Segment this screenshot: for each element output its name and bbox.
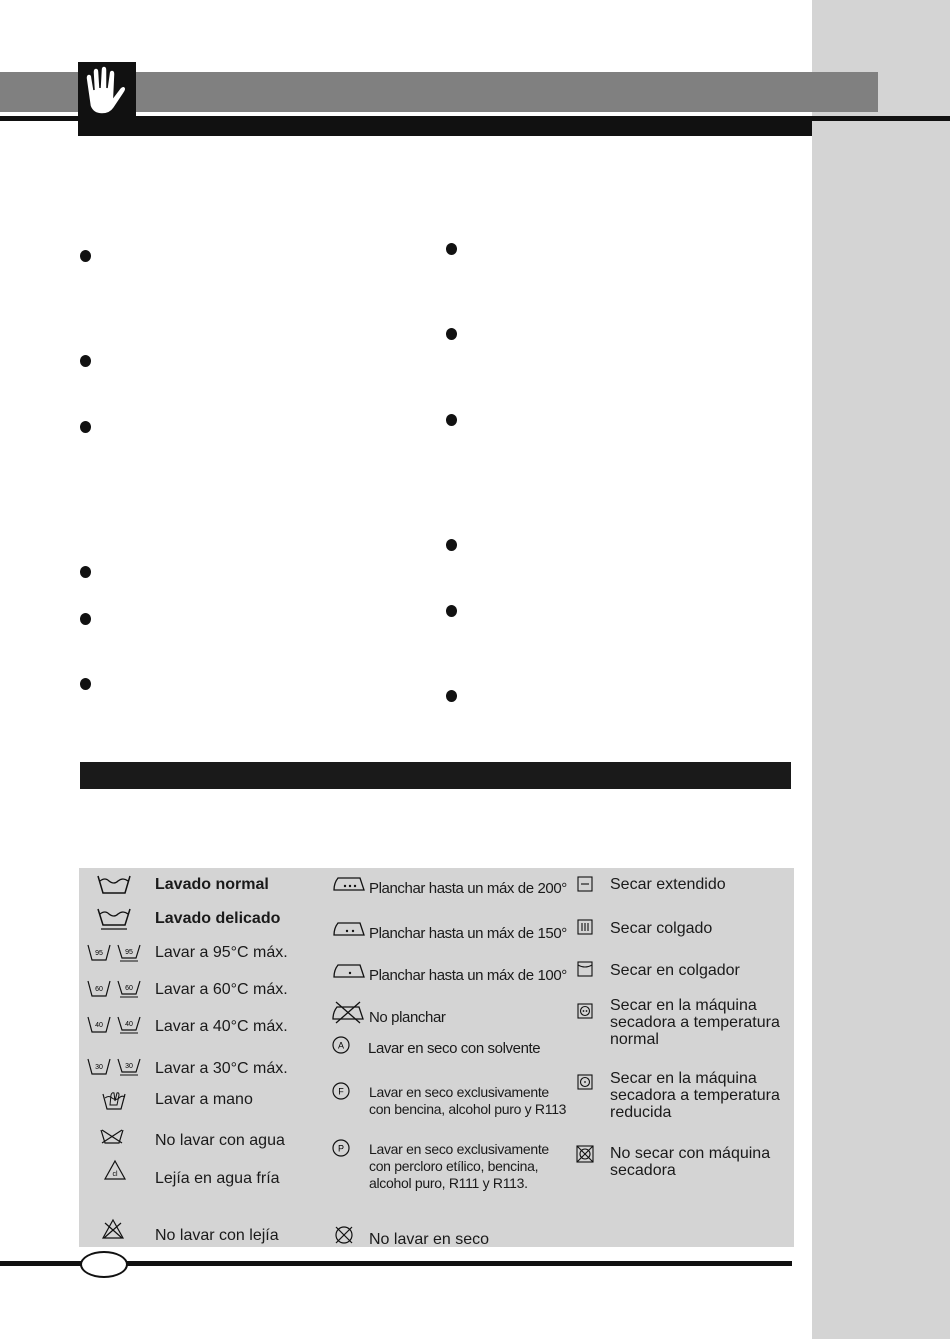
dry-line-icon: [577, 919, 593, 935]
wash-40-delicate-icon: [117, 1015, 141, 1035]
bullet-icon: [446, 539, 457, 551]
no-dry-clean-icon: [333, 1224, 355, 1246]
dry-clean-perchloro-label: Lavar en seco exclusivamente con percloro etílico, bencina, alcohol puro, R111 y R113.: [369, 1141, 549, 1191]
dry-clean-letter: F: [338, 1086, 344, 1097]
no-wash-icon: [99, 1128, 125, 1146]
dry-clean-letter: A: [337, 1040, 345, 1051]
bullet-icon: [80, 613, 91, 625]
wash-60-delicate-icon: [117, 979, 141, 999]
dry-hanger-label: Secar en colgador: [610, 962, 740, 979]
wash-temp-text: 60: [125, 985, 133, 992]
wash-95-label: Lavar a 95°C máx.: [155, 944, 288, 961]
bleach-label: Lejía en agua fría: [155, 1170, 280, 1187]
dry-hanger-icon: [577, 961, 593, 977]
dry-flat-icon: [577, 876, 593, 892]
bullet-icon: [80, 355, 91, 367]
bullet-icon: [446, 243, 457, 255]
wash-30-delicate-icon: [117, 1057, 141, 1077]
bullet-icon: [446, 414, 457, 426]
bullet-icon: [80, 250, 91, 262]
bullet-icon: [80, 421, 91, 433]
no-dry-clean-label: No lavar en seco: [369, 1231, 490, 1248]
wash-tub-icon: [96, 874, 132, 896]
bullet-icon: [446, 690, 457, 702]
section-title-bar: [80, 762, 791, 789]
tumble-dry-low-label: Secar en la máquina secadora a temperatura reducida: [610, 1070, 780, 1121]
dry-flat-label: Secar extendido: [610, 876, 726, 893]
no-bleach-icon: [100, 1218, 126, 1240]
page-number-badge: [80, 1251, 128, 1278]
wash-temp-text: 40: [125, 1021, 133, 1028]
iron-200-label: Planchar hasta un máx de 200°: [369, 880, 567, 897]
wash-95-delicate-icon: [117, 943, 141, 963]
no-bleach-label: No lavar con lejía: [155, 1227, 279, 1244]
iron-100-label: Planchar hasta un máx de 100°: [369, 967, 567, 984]
bleach-symbol-text: cl: [112, 1171, 118, 1178]
wash-30-label: Lavar a 30°C máx.: [155, 1060, 288, 1077]
iron-icon: [332, 873, 366, 893]
wash-40-label: Lavar a 40°C máx.: [155, 1018, 288, 1035]
wash-60-label: Lavar a 60°C máx.: [155, 981, 288, 998]
bullet-icon: [446, 328, 457, 340]
dry-clean-letter: P: [337, 1143, 345, 1154]
dry-clean-f-icon: [331, 1081, 351, 1101]
bullet-icon: [80, 566, 91, 578]
iron-150-label: Planchar hasta un máx de 150°: [369, 925, 567, 942]
hand-icon: [78, 62, 136, 120]
dry-clean-a-icon: [331, 1035, 351, 1055]
wash-temp-text: 30: [125, 1063, 133, 1070]
wash-30-icon: [87, 1057, 111, 1077]
bullet-icon: [446, 605, 457, 617]
wash-delicate-label: Lavado delicado: [155, 910, 281, 927]
header-title-bar: [78, 121, 812, 136]
bleach-triangle-icon: [103, 1159, 127, 1181]
iron-icon: [332, 918, 366, 938]
no-tumble-dry-icon: [576, 1145, 596, 1165]
tumble-dry-low-icon: [577, 1074, 593, 1090]
no-iron-label: No planchar: [369, 1009, 446, 1026]
page-margin-sidebar: [812, 0, 950, 1339]
no-tumble-dry-label: No secar con máquina secadora: [610, 1145, 771, 1179]
wash-temp-text: 95: [125, 949, 133, 956]
bullet-icon: [80, 678, 91, 690]
dry-line-label: Secar colgado: [610, 920, 713, 937]
wash-temp-text: 30: [95, 1064, 103, 1071]
hand-wash-label: Lavar a mano: [155, 1091, 253, 1108]
wash-temp-text: 40: [95, 1022, 103, 1029]
tumble-dry-normal-icon: [577, 1003, 593, 1019]
wash-temp-text: 95: [95, 950, 103, 957]
wash-normal-label: Lavado normal: [155, 876, 269, 893]
dry-clean-benzine-label: Lavar en seco exclusivamente con bencina, alcohol puro y R113: [369, 1084, 567, 1117]
tumble-dry-normal-label: Secar en la máquina secadora a temperatura normal: [610, 997, 780, 1048]
wash-40-icon: [87, 1015, 111, 1035]
hand-wash-icon: [101, 1089, 127, 1111]
dry-clean-solvent-label: Lavar en seco con solvente: [368, 1040, 541, 1057]
no-iron-icon: [331, 1000, 365, 1024]
no-wash-label: No lavar con agua: [155, 1132, 285, 1149]
dry-clean-p-icon: [331, 1138, 351, 1158]
wash-60-icon: [87, 979, 111, 999]
wash-tub-delicate-icon: [96, 907, 132, 931]
iron-icon: [332, 960, 366, 980]
wash-95-icon: [87, 943, 111, 963]
wash-temp-text: 60: [95, 986, 103, 993]
